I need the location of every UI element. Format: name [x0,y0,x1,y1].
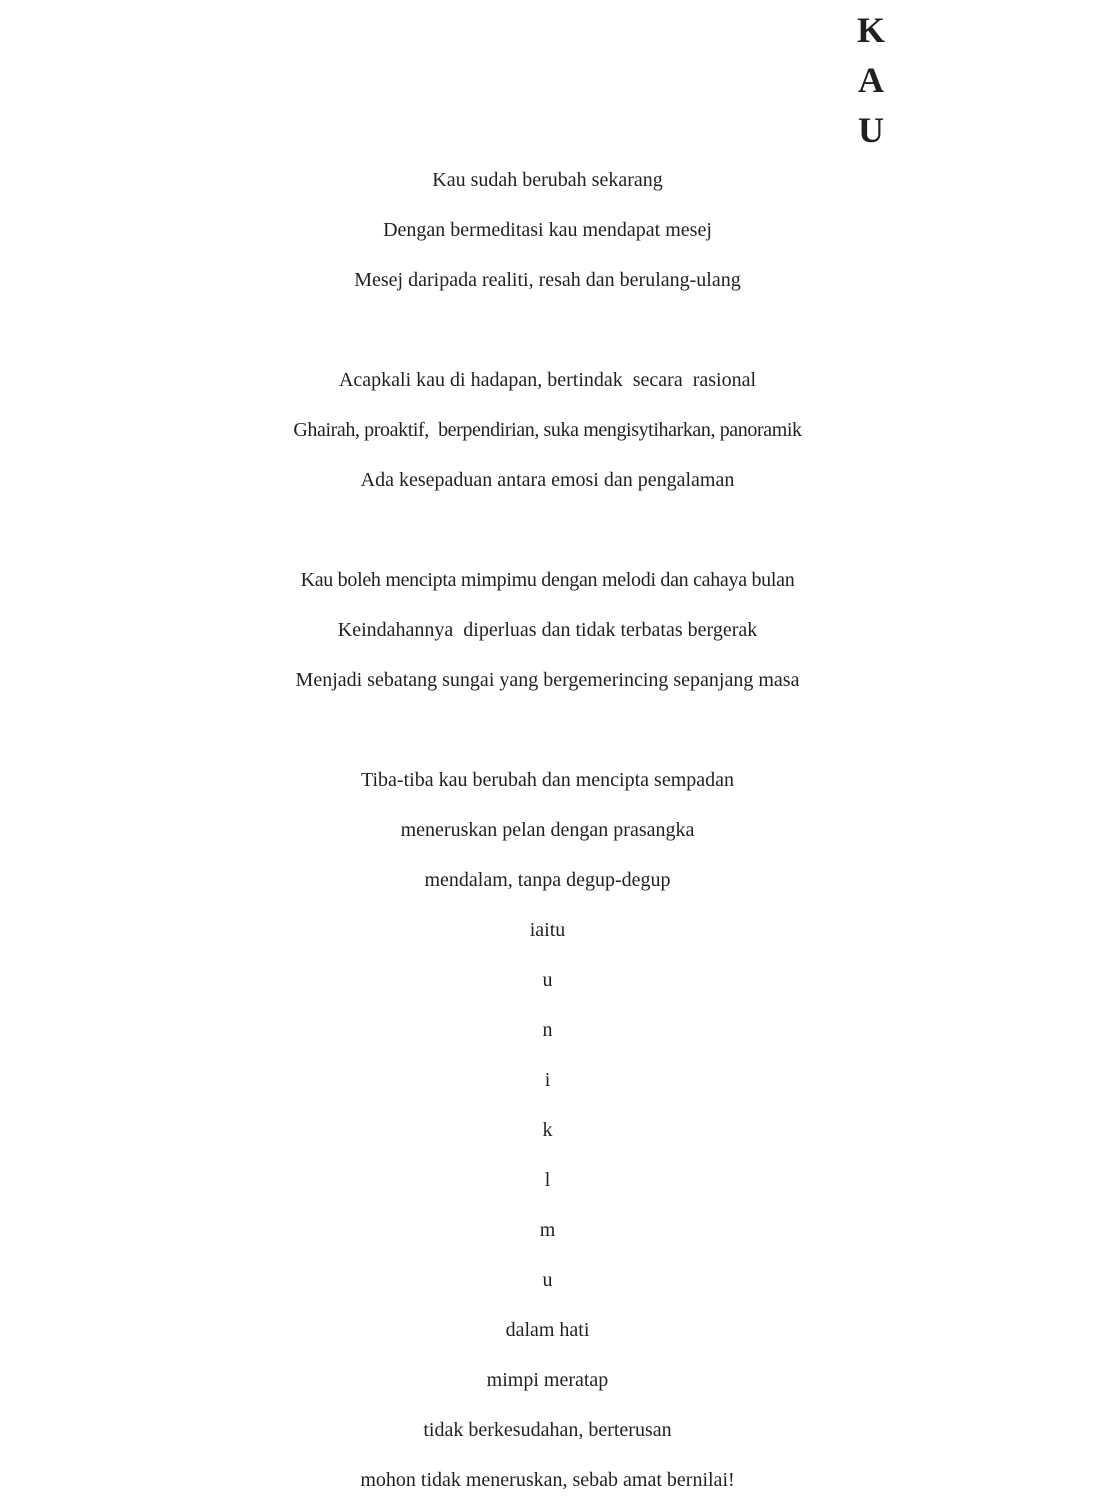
poem-line: Kau sudah berubah sekarang [432,169,663,191]
poem-line: tidak berkesudahan, berterusan [423,1419,672,1441]
poem-line: meneruskan pelan dengan prasangka [400,819,695,841]
poem-line: Dengan bermeditasi kau mendapat mesej [383,219,712,241]
poem-line: dalam hati [505,1319,590,1341]
poem-line: mendalam, tanpa degup-degup [424,869,671,891]
poem-line: Ada kesepaduan antara emosi dan pengalaman [360,469,735,491]
poem-line: Menjadi sebatang sungai yang bergemerincing sepanjang masa [295,669,800,691]
poem-letter: n [542,1019,553,1041]
poem-line: Mesej daripada realiti, resah dan berulang-ulang [354,269,741,291]
poem-line: mohon tidak meneruskan, sebab amat bernilai! [360,1469,735,1491]
poem-letter: u [542,1269,553,1291]
poem-letter: l [544,1169,551,1191]
poem-letter: u [542,969,553,991]
poem-letter: m [539,1219,556,1241]
poem-line: Acapkali kau di hadapan, bertindak secara rasional [338,369,757,391]
poem-letter: i [544,1069,551,1091]
poem-line: Tiba-tiba kau berubah dan mencipta sempadan [360,769,735,791]
poem-line: iaitu [529,919,566,941]
poem-line: Kau boleh mencipta mimpimu dengan melodi dan cahaya bulan [300,569,795,591]
poem-line: mimpi meratap [486,1369,609,1391]
title-letter-a: A [858,60,884,100]
title-letter-u: U [858,110,884,150]
poem-line: Keindahannya diperluas dan tidak terbatas bergerak [337,619,758,641]
poem-letter: k [542,1119,553,1141]
title-letter-k: K [856,10,885,50]
poem-line: Ghairah, proaktif, berpendirian, suka mengisytiharkan, panoramik [293,419,802,441]
